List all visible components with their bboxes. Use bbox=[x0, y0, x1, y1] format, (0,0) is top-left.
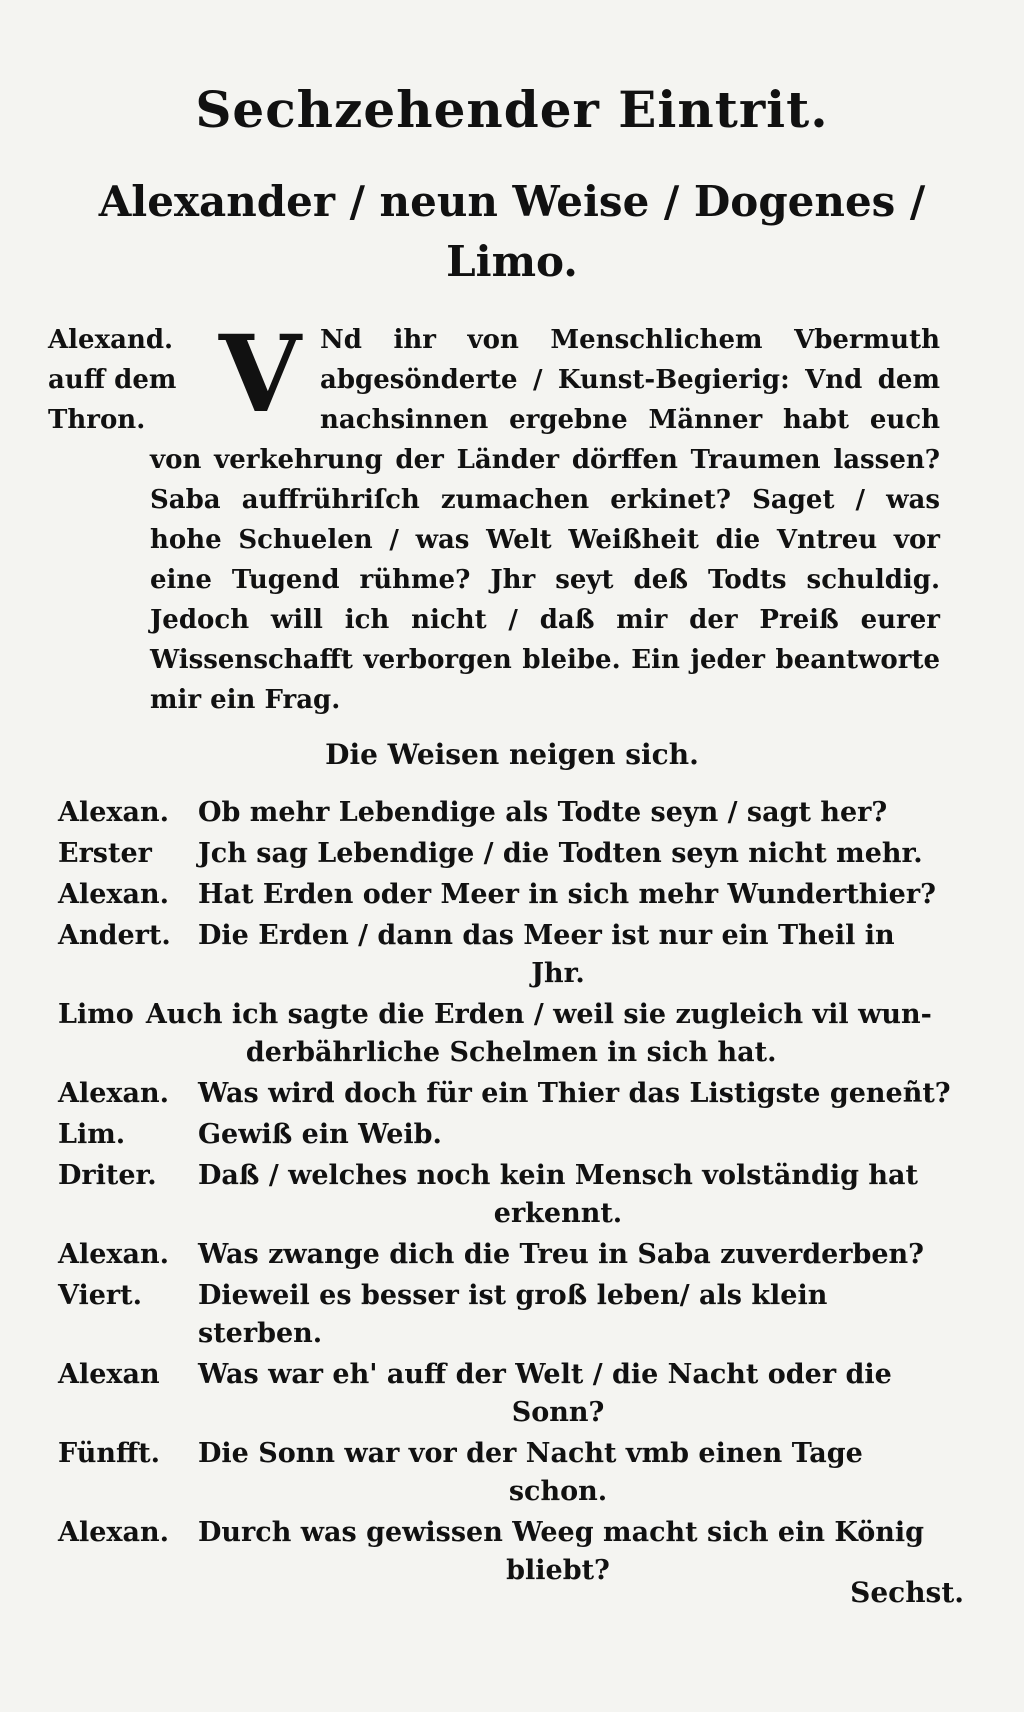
speech-line: Die Sonn war vor der Nacht vmb einen Tage bbox=[198, 1438, 863, 1469]
opening-speaker-line-3: Thron. bbox=[48, 405, 146, 435]
speaker-name: Driter. bbox=[58, 1160, 157, 1191]
speech-text bbox=[198, 876, 958, 914]
opening-speaker-line-2: auff dem bbox=[48, 365, 177, 395]
character-list-line-2: Limo. bbox=[446, 237, 578, 286]
dialogue-line bbox=[58, 1236, 958, 1274]
speech-text bbox=[198, 1277, 958, 1353]
speech-text bbox=[198, 835, 958, 873]
character-list-line-1: Alexander / neun Weise / Dogenes / bbox=[98, 177, 926, 226]
speech-line: Was wird doch für ein Thier das Listigste geneñt? bbox=[198, 1078, 951, 1109]
character-list bbox=[60, 172, 964, 292]
speaker-name: Erster bbox=[58, 838, 152, 869]
speech-text bbox=[198, 1157, 958, 1233]
speech-continuation: bliebt? bbox=[506, 1555, 610, 1586]
speech-line: Jch sag Lebendige / die Todten seyn nicht mehr. bbox=[198, 838, 923, 869]
speaker-name: Viert. bbox=[58, 1280, 143, 1311]
speaker-name: Alexan bbox=[58, 1359, 160, 1390]
speech-text bbox=[198, 794, 958, 832]
dialogue-line bbox=[58, 794, 958, 832]
speech-text bbox=[198, 1075, 958, 1113]
dialogue-line bbox=[58, 1277, 958, 1353]
dialogue-line bbox=[58, 1116, 958, 1154]
dialogue-line bbox=[58, 835, 958, 873]
speech-text bbox=[198, 1236, 958, 1274]
speech-text bbox=[198, 1514, 958, 1590]
speaker-name: Alexan. bbox=[58, 879, 170, 910]
dialogue-line bbox=[58, 1356, 958, 1432]
speaker-name: Andert. bbox=[58, 920, 171, 951]
speaker-name: Limo bbox=[58, 999, 134, 1030]
speech-text bbox=[198, 1116, 958, 1154]
speech-continuation: Jhr. bbox=[531, 958, 585, 989]
opening-speech-text: Nd ihr von Menschlichem Vbermuth abgesönderte / Kunst-Begierig: Vnd dem nachsinnen ergebne Männer habt euch von verkehrung der Länder dörffen Traumen lassen? Saba auffrühriſch zumachen erkinet? Saget / was hohe Schuelen / was Welt Weißheit die Vntreu vor eine Tugend rühme? Jhr seyt deß Todts schuldig. Jedoch will ich nicht / daß mir der Preiß eurer Wissenschafft verborgen bleibe. Ein jeder beantworte mir ein Frag. bbox=[150, 325, 940, 715]
speech-line: Dieweil es besser ist groß leben/ als klein sterben. bbox=[198, 1280, 828, 1349]
speech-text bbox=[198, 1435, 958, 1511]
speech-continuation: Sonn? bbox=[511, 1397, 605, 1428]
speech-line: Was war eh' auff der Welt / die Nacht oder die bbox=[198, 1359, 892, 1390]
speech-line: Was zwange dich die Treu in Saba zuverderben? bbox=[198, 1239, 925, 1270]
opening-speaker-line-1: Alexand. bbox=[48, 325, 174, 355]
stage-direction: Die Weisen neigen sich. bbox=[325, 738, 699, 771]
dialogue-line bbox=[58, 917, 958, 993]
speech-line: Daß / welches noch kein Mensch volständig hat bbox=[198, 1160, 919, 1191]
dialogue-line bbox=[58, 1157, 958, 1233]
speaker-name: Lim. bbox=[58, 1119, 126, 1150]
speech-line: Durch was gewissen Weeg macht sich ein König bbox=[198, 1517, 925, 1548]
decorative-initial: V bbox=[218, 311, 302, 436]
speech-line: Auch ich sagte die Erden / weil sie zugleich vil wun- bbox=[145, 999, 932, 1030]
dialogue-line bbox=[58, 876, 958, 914]
speech-continuation: derbährliche Schelmen in sich hat. bbox=[245, 1037, 777, 1068]
dialogue-line bbox=[58, 1514, 958, 1590]
speech-line: Ob mehr Lebendige als Todte seyn / sagt her? bbox=[198, 797, 888, 828]
dialogue-line bbox=[58, 996, 958, 1072]
speech-continuation: schon. bbox=[508, 1476, 608, 1507]
dialogue-line bbox=[58, 1435, 958, 1511]
speaker-name: Alexan. bbox=[58, 1517, 170, 1548]
dialogue bbox=[58, 794, 958, 1593]
section-title: Sechzehender Eintrit. bbox=[195, 80, 829, 139]
speaker-name: Alexan. bbox=[58, 1239, 170, 1270]
speaker-name: Alexan. bbox=[58, 797, 170, 828]
speech-text bbox=[198, 917, 958, 993]
speech-text bbox=[198, 1356, 958, 1432]
speaker-name: Alexan. bbox=[58, 1078, 170, 1109]
speech-continuation: erkennt. bbox=[493, 1198, 623, 1229]
speech-line: Die Erden / dann das Meer ist nur ein Theil in bbox=[198, 920, 895, 951]
speech-text bbox=[146, 996, 958, 1072]
catchword: Sechst. bbox=[850, 1576, 964, 1609]
speaker-name: Fünfft. bbox=[58, 1438, 160, 1469]
speech-line: Gewiß ein Weib. bbox=[198, 1119, 442, 1150]
dialogue-line bbox=[58, 1075, 958, 1113]
speech-line: Hat Erden oder Meer in sich mehr Wunderthier? bbox=[198, 879, 936, 910]
